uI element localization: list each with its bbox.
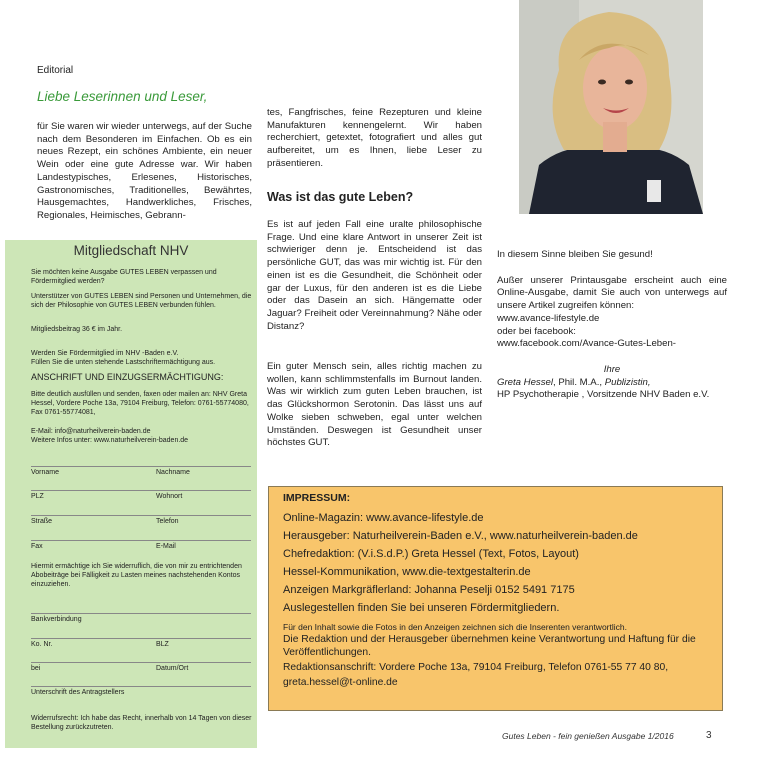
signature-role: Publizistin, [604, 376, 651, 388]
online-paragraph: Außer unserer Printausgabe erscheint auch eine Online-Ausgabe, damit Sie auch von unterwegs auf unsere Artikel zugreifen können: [497, 274, 727, 312]
impressum-line: Auslegestellen finden Sie bei unseren Fördermitgliedern. [283, 602, 560, 614]
editorial-column-2 [267, 107, 482, 171]
impressum-line: Redaktionsanschrift: Vordere Poche 13a, 79104 Freiburg, Telefon 0761-55 77 40 80, [283, 662, 669, 673]
editorial-column-3 [497, 249, 727, 402]
section-heading: Was ist das gute Leben? [267, 190, 414, 204]
membership-email[interactable]: E-Mail: info@naturheilverein-baden.de [31, 428, 151, 435]
field-fax[interactable]: Fax [31, 543, 43, 550]
withdrawal-text [31, 714, 253, 732]
membership-text: Widerrufsrecht: Ich habe das Recht, innerhalb von 14 Tagen von dieser Bestellung zurückzutreten. [31, 715, 252, 732]
authorization-text [31, 562, 253, 590]
footer-text: Gutes Leben - fein genießen Ausgabe 1/2016 [502, 731, 674, 741]
membership-text: Bitte deutlich ausfüllen und senden, faxen oder mailen an: NHV Greta Hessel, Vordere Poche 13a, 79104 Freiburg, Telefon: 0761-55774080, Fax 0761-55774081, [31, 391, 249, 417]
field-email[interactable]: E-Mail [156, 543, 176, 550]
facebook-label: oder bei facebook: [497, 325, 576, 337]
editorial-column-2b [267, 219, 482, 333]
impressum-line: greta.hessel@t-online.de [283, 677, 398, 688]
membership-fee [31, 325, 256, 334]
form-row-signature [31, 686, 251, 701]
section-label: Editorial [37, 65, 74, 76]
membership-become [31, 349, 256, 367]
impressum-line: Online-Magazin: www.avance-lifestyle.de [283, 512, 484, 524]
editorial-paragraph: für Sie waren wir wieder unterwegs, auf der Suche nach dem Besonderen im Einfachen. Ob es ein neues Rezept, ein schönes Ambiente, ein neuer Wein oder eine gute Adresse war. Wir haben Landestypisches, Erlesenes, Historisches, Gastronomisches, Traditionelles, Bewährtes, Hausgemachtes, Handwerkliches, Frisches, Regionales, Heimisches, Gebrann- [37, 121, 252, 221]
field-datum[interactable]: Datum/Ort [156, 665, 189, 672]
editorial-paragraph: tes, Fangfrisches, feine Rezepturen und kleine Manufakturen kennengelernt. Wir haben recherchiert, getextet, fotografiert und alles gut aufbereitet, um es Ihnen, liebe Leser zu präsentieren. [267, 107, 482, 169]
impressum-box [268, 486, 723, 711]
field-unterschrift[interactable]: Unterschrift des Antragstellers [31, 689, 125, 696]
membership-text: Hiermit ermächtige ich Sie widerruflich, die von mir zu entrichtenden Abobeiträge bei Fälligkeit zu Lasten meines nachstehenden Kontos einzuziehen. [31, 563, 242, 589]
signature-title: , Phil. M.A., [552, 376, 605, 388]
impressum-line: Die Redaktion und der Herausgeber übernehmen keine Verantwortung und Haftung für die Veröffentlichungen. [283, 634, 696, 658]
website-link[interactable]: www.avance-lifestyle.de [497, 312, 600, 324]
greeting-heading: Liebe Leserinnen und Leser, [37, 89, 208, 104]
signature-name: Greta Hessel [497, 376, 553, 388]
form-row-bank [31, 613, 251, 628]
membership-text: Sie möchten keine Ausgabe GUTES LEBEN verpassen und Fördermitglied werden? [31, 269, 217, 286]
signature-line-2: HP Psychotherapie , Vorsitzende NHV Baden e.V. [497, 389, 710, 401]
field-bank[interactable]: Bankverbindung [31, 616, 82, 623]
membership-text: Mitgliedsbeitrag 36 € im Jahr. [31, 326, 123, 333]
field-plz[interactable]: PLZ [31, 493, 44, 500]
field-bei[interactable]: bei [31, 665, 41, 672]
field-vorname[interactable]: Vorname [31, 469, 60, 476]
impressum-line: Hessel-Kommunikation, www.die-textgestalterin.de [283, 566, 531, 578]
form-row-fax [31, 540, 251, 555]
impressum-line: Herausgeber: Naturheilverein-Baden e.V., www.naturheilverein-baden.de [283, 530, 638, 542]
membership-subheading: ANSCHRIFT UND EINZUGSERMÄCHTIGUNG: [31, 372, 224, 382]
field-blz[interactable]: BLZ [156, 641, 169, 648]
field-strasse[interactable]: Straße [31, 518, 53, 525]
field-telefon[interactable]: Telefon [156, 518, 179, 525]
form-row-address [31, 490, 251, 505]
closing-line: In diesem Sinne bleiben Sie gesund! [497, 249, 653, 260]
membership-contact [31, 427, 256, 445]
editorial-column-1 [37, 121, 252, 223]
membership-text: Werden Sie Fördermitglied im NHV -Baden e.V. [31, 350, 179, 357]
membership-web[interactable]: Weitere Infos unter: www.naturheilverein-baden.de [31, 437, 189, 445]
field-kono[interactable]: Ko. Nr. [31, 641, 53, 648]
form-row-bei [31, 662, 251, 677]
impressum-line: Anzeigen Markgräflerland: Johanna Peselji 0152 5491 7175 [283, 584, 575, 596]
membership-supporters [31, 292, 256, 310]
portrait-illustration [519, 0, 703, 214]
membership-text: Unterstützer von GUTES LEBEN sind Personen und Unternehmen, die sich der Philosophie von GUTES LEBEN verbunden fühlen. [31, 293, 252, 310]
membership-title: Mitgliedschaft NHV [73, 243, 189, 258]
form-row-account [31, 638, 251, 653]
signature-ihre: Ihre [603, 363, 621, 375]
editorial-column-2c [267, 361, 482, 450]
editorial-paragraph: Es ist auf jeden Fall eine uralte philosophische Frage. Und eine klare Antwort in unserer Zeit ist schwieriger denn je. Entscheidend ist das persönliche GUT, das was mir wichtig ist. Für den einen ist es die Gesundheit, die Schönheit oder gar der Luxus, für den anderen ist es die Liebe oder das Dasein an sich. Hängematte oder Jaguar? Freiheit oder Vereinnahmung? Nähe oder Distanz? [267, 219, 482, 332]
membership-text: Füllen Sie die unten stehende Lastschriftermächtigung aus. [31, 359, 216, 367]
form-row-street [31, 515, 251, 530]
facebook-link[interactable]: www.facebook.com/Avance-Gutes-Leben- [497, 338, 676, 350]
signature-line [497, 377, 727, 390]
impressum-line: Chefredaktion: (V.i.S.d.P.) Greta Hessel (Text, Fotos, Layout) [283, 548, 579, 560]
impressum-title: IMPRESSUM: [283, 492, 351, 504]
field-wohnort[interactable]: Wohnort [156, 493, 183, 500]
membership-intro [31, 268, 256, 286]
page-number: 3 [706, 730, 712, 741]
author-photo [519, 0, 703, 214]
membership-address [31, 390, 256, 418]
form-row-name [31, 466, 251, 481]
editorial-paragraph: Ein guter Mensch sein, alles richtig machen zu wollen, kann schlimmstenfalls im Burnout landen. Was wir wirklich zum guten Leben brauchen, ist das Glückshormon Serotonin. Das lässt uns auf Wolke sieben schweben, egal unter welchen Umständen. Deswegen ist Gesundheit unser höchstes GUT. [267, 361, 482, 449]
impressum-line: Für den Inhalt sowie die Fotos in den Anzeigen zeichnen sich die Inserenten verantwortlich. [283, 622, 627, 632]
field-nachname[interactable]: Nachname [156, 469, 190, 476]
